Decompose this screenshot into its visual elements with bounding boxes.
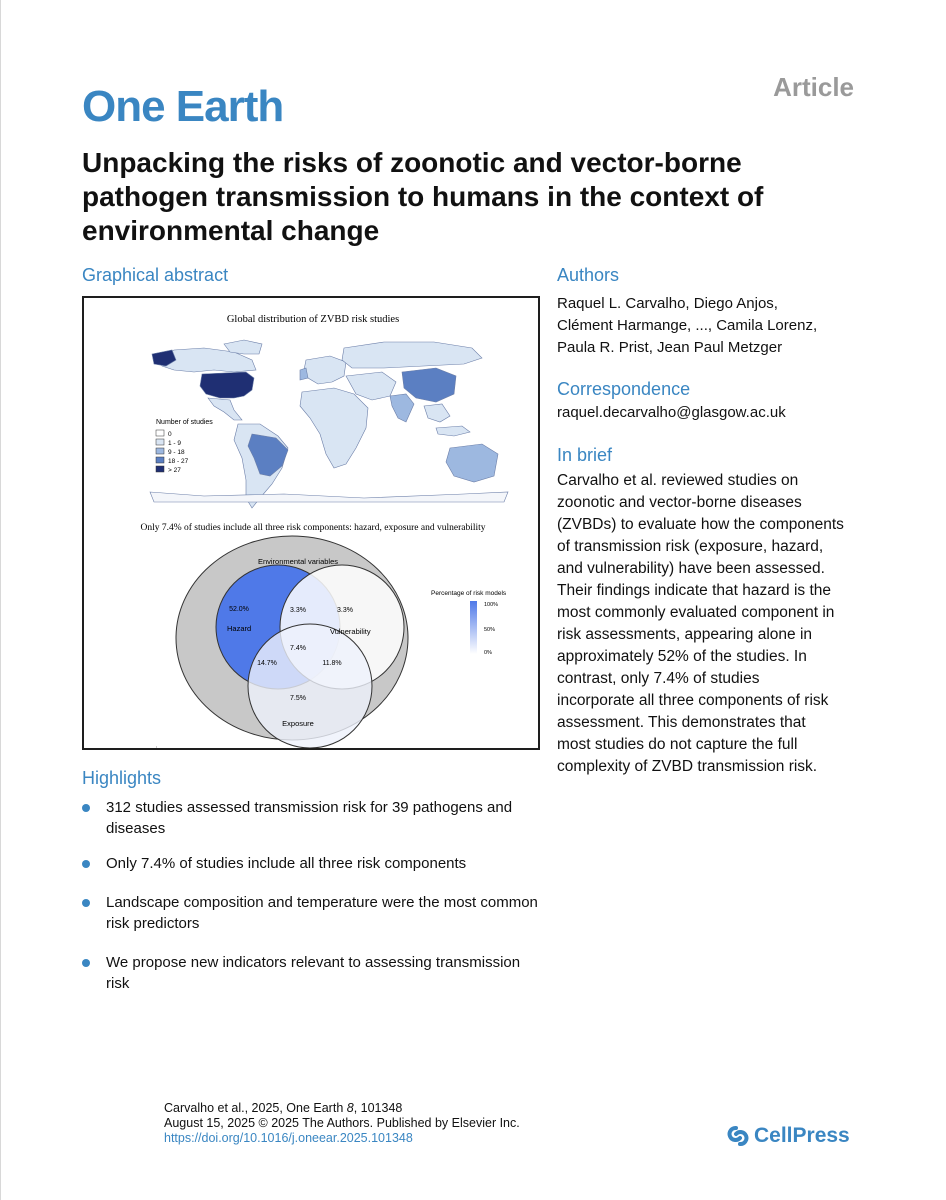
venn-vulnerability-label: Vulnerability — [330, 627, 371, 636]
venn-all-three-value: 7.4% — [290, 645, 306, 652]
map-legend-label: 0 — [168, 431, 172, 438]
scale-title: Percentage of risk models — [431, 590, 507, 597]
in-brief-line: contrast, only 7.4% of studies — [557, 670, 760, 687]
in-brief-line: (ZVBDs) to evaluate how the components — [557, 516, 844, 533]
venn-caption: Only 7.4% of studies include all three risk components: hazard, exposure and vulnerability — [140, 523, 486, 533]
venn-env-label: Environmental variables — [257, 557, 339, 566]
in-brief-line: incorporate all three components of risk — [557, 692, 829, 709]
in-brief-line: most studies do not capture the full — [557, 736, 798, 753]
citation-line — [164, 1101, 520, 1116]
authors-line-2: Clément Harmange, ..., Camila Lorenz, — [557, 317, 818, 334]
in-brief-heading: In brief — [557, 445, 613, 465]
map-region-mexico — [208, 398, 242, 420]
scale-tick-50: 50% — [484, 627, 496, 633]
correspondence-email[interactable]: raquel.decarvalho@glasgow.ac.uk — [557, 404, 786, 421]
graphical-abstract-heading: Graphical abstract — [82, 265, 229, 285]
venn-hazard-vulnerability-value: 3.3% — [290, 607, 306, 614]
map-legend-swatch — [156, 439, 164, 445]
map-region-africa — [300, 388, 368, 468]
map-region-greenland-arctic — [224, 340, 262, 354]
map-region-indonesia — [436, 426, 470, 436]
highlight-text: 312 studies assessed transmission risk for 39 pathogens and diseases — [106, 799, 513, 837]
highlight-text: Only 7.4% of studies include all three risk components — [106, 855, 467, 872]
correspondence-heading: Correspondence — [557, 379, 691, 399]
venn-exposure-circle — [248, 624, 372, 748]
authors-list — [557, 293, 817, 359]
map-legend — [156, 430, 189, 474]
map-legend-swatch — [156, 448, 164, 454]
map-legend-label: 18 - 27 — [168, 458, 189, 465]
citation-block — [164, 1101, 520, 1146]
citation-volume: 8 — [346, 1101, 354, 1115]
map-legend-label: 9 - 18 — [168, 449, 185, 456]
highlight-item — [82, 853, 542, 874]
venn-hazard-label: Hazard — [227, 624, 252, 633]
citation-suffix: , 101348 — [353, 1101, 403, 1115]
highlight-item — [82, 797, 542, 839]
copyright-line: August 15, 2025 © 2025 The Authors. Published by Elsevier Inc. — [164, 1116, 520, 1130]
scale-tick-100: 100% — [484, 602, 499, 608]
authors-line-1: Raquel L. Carvalho, Diego Anjos, — [557, 295, 778, 312]
bullet-icon — [82, 804, 90, 812]
map-region-southeast-asia — [424, 404, 450, 422]
in-brief-line: and vulnerability) have been assessed. — [557, 560, 825, 577]
cellpress-logo-text: CellPress — [754, 1124, 850, 1147]
map-region-europe — [304, 356, 346, 384]
figure-corner-mark: | — [156, 746, 158, 752]
in-brief-line: zoonotic and vector-borne diseases — [557, 494, 802, 511]
venn-diagram — [176, 536, 408, 748]
cellpress-logo — [726, 1124, 850, 1148]
map-legend-swatch — [156, 430, 164, 436]
in-brief-line: complexity of ZVBD transmission risk. — [557, 758, 818, 775]
venn-vulnerability-only-value: 3.3% — [337, 607, 353, 614]
in-brief-line: most commonly evaluated component in — [557, 604, 835, 621]
highlight-item — [82, 892, 542, 934]
map-region-antarctica — [150, 492, 508, 502]
highlight-text: Landscape composition and temperature were the most common risk predictors — [106, 894, 538, 932]
scale-gradient-bar — [470, 601, 477, 654]
map-region-india — [390, 394, 414, 422]
venn-hazard-exposure-value: 14.7% — [257, 660, 277, 667]
venn-hazard-only-value: 52.0% — [229, 606, 249, 613]
article-title: Unpacking the risks of zoonotic and vector-borne pathogen transmission to humans in the context of environmental change — [82, 147, 764, 246]
authors-heading: Authors — [557, 265, 620, 285]
in-brief-line: Carvalho et al. reviewed studies on — [557, 472, 799, 489]
bullet-icon — [82, 860, 90, 868]
cellpress-logo-icon — [726, 1125, 750, 1147]
in-brief-text — [557, 470, 877, 778]
highlights-heading: Highlights — [82, 768, 162, 788]
map-region-china — [402, 368, 456, 402]
map-region-russia — [342, 342, 482, 368]
graphical-abstract-figure — [82, 296, 540, 750]
map-title: Global distribution of ZVBD risk studies — [226, 314, 400, 325]
journal-name: One Earth — [82, 82, 284, 131]
authors-line-3: Paula R. Prist, Jean Paul Metzger — [557, 339, 783, 356]
highlight-text: We propose new indicators relevant to assessing transmission risk — [106, 954, 521, 992]
venn-exposure-label: Exposure — [282, 719, 314, 728]
map-legend-swatch — [156, 466, 164, 472]
scale-tick-0: 0% — [484, 650, 492, 656]
in-brief-line: approximately 52% of the studies. In — [557, 648, 807, 665]
in-brief-line: Their findings indicate that hazard is the — [557, 582, 831, 599]
highlight-item — [82, 952, 542, 994]
article-type-label: Article — [773, 72, 854, 102]
venn-exposure-only-value: 7.5% — [290, 695, 306, 702]
map-region-australia — [446, 444, 498, 482]
in-brief-line: risk assessments, appearing alone in — [557, 626, 813, 643]
citation-prefix: Carvalho et al., 2025, One Earth — [164, 1101, 347, 1115]
map-legend-title: Number of studies — [156, 419, 213, 426]
map-legend-label: > 27 — [168, 467, 181, 474]
bullet-icon — [82, 959, 90, 967]
doi-link[interactable]: https://doi.org/10.1016/j.oneear.2025.101348 — [164, 1131, 413, 1145]
in-brief-line: assessment. This demonstrates that — [557, 714, 806, 731]
in-brief-line: of transmission risk (exposure, hazard, — [557, 538, 824, 555]
venn-vulnerability-exposure-value: 11.8% — [322, 660, 342, 667]
map-legend-swatch — [156, 457, 164, 463]
bullet-icon — [82, 899, 90, 907]
map-region-usa — [200, 372, 254, 398]
graphical-abstract-svg — [84, 298, 540, 750]
map-legend-label: 1 - 9 — [168, 440, 182, 447]
page-edge-rule — [0, 0, 1, 1200]
